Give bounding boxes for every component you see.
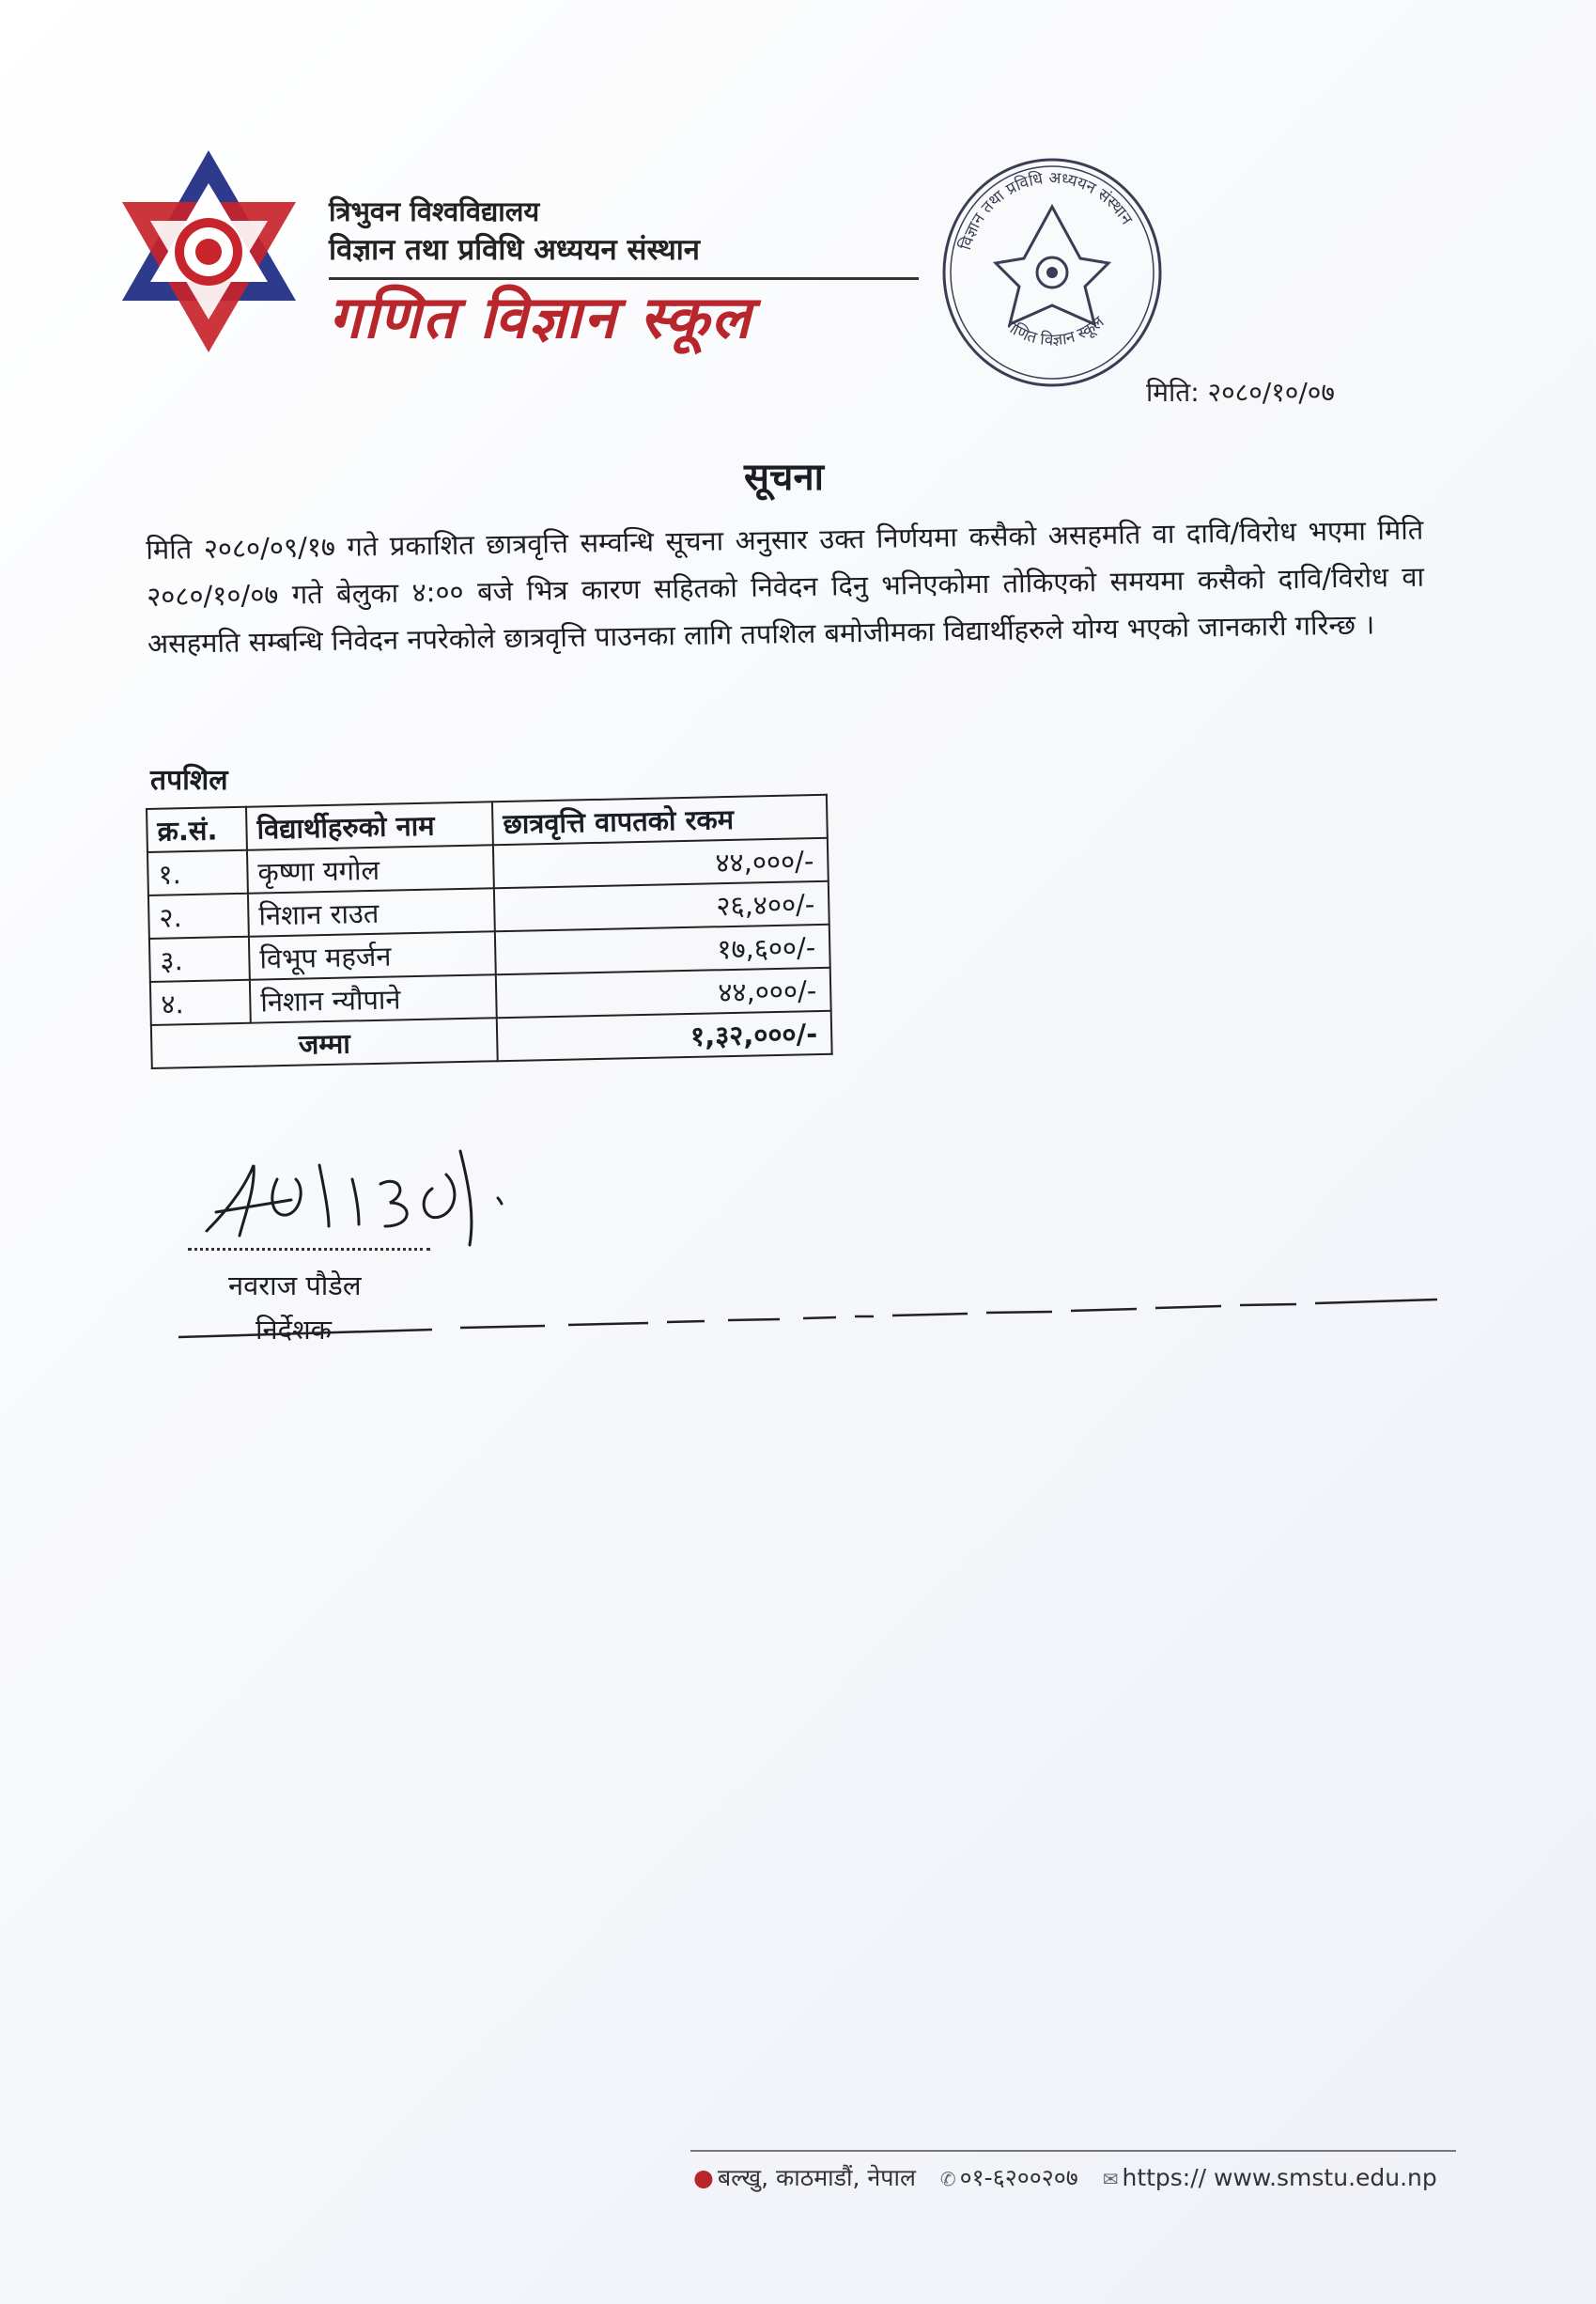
row-name: निशान राउत <box>248 888 495 936</box>
letterhead <box>329 193 919 355</box>
footer-rule <box>690 2150 1456 2152</box>
row-serial: ३. <box>149 937 250 982</box>
institute-name: विज्ञान तथा प्रविधि अध्ययन संस्थान <box>329 233 700 267</box>
svg-text:विज्ञान तथा प्रविधि अध्ययन संस <box>955 168 1136 252</box>
notice-date: मिति: २०८०/१०/०७ <box>1146 377 1335 408</box>
dashed-divider <box>178 1273 1447 1339</box>
location-pin-icon: ● <box>693 2164 714 2191</box>
row-name: कृष्णा यगोल <box>247 845 494 893</box>
signer-role: निर्देशक <box>256 1314 332 1346</box>
details-heading: तपशिल <box>150 764 228 797</box>
col-amount: छात्रवृत्ति वापतको रकम <box>492 795 828 845</box>
row-serial: ४. <box>150 980 251 1025</box>
footer-contact <box>693 2161 1437 2193</box>
official-seal-icon <box>939 155 1165 390</box>
col-serial: क्र.सं. <box>147 807 247 852</box>
footer-address: बल्खु, काठमाडौं, नेपाल <box>717 2164 916 2191</box>
notice-body: मिति २०८०/०९/१७ गते प्रकाशित छात्रवृत्ति सम्वन्धि सूचना अनुसार उक्त निर्णयमा कसैको असहमति वा दावि/विरोध भएमा मिति २०८०/१०/०७ गते बेलुका ४:०० बजे भित्र कारण सहितको निवेदन दिनु भनिएकोमा तोकिएको समयमा कसैको दावि/विरोध वा असहमति सम्बन्धि निवेदन नपरेकोले छात्रवृत्ति पाउनका लागि तपशिल बमोजीमका विद्यार्थीहरुले योग्य भएको जानकारी गरिन्छ । <box>146 513 1425 660</box>
handwritten-signature <box>188 1123 545 1264</box>
footer-phone: ०१-६२००२०७ <box>959 2164 1078 2191</box>
row-name: निशान न्यौपाने <box>250 974 497 1022</box>
row-serial: १. <box>147 850 248 895</box>
total-label: जम्मा <box>151 1018 498 1068</box>
school-name: गणित विज्ञान स्कूल <box>329 283 752 351</box>
tu-triangle-logo-icon <box>117 146 301 357</box>
row-amount: २६,४००/- <box>494 881 829 931</box>
notice-title: सूचना <box>744 456 824 499</box>
row-amount: १७,६००/- <box>495 925 830 974</box>
signature-line <box>188 1248 430 1251</box>
phone-icon: ✆ <box>939 2168 956 2190</box>
seal-top-text: विज्ञान तथा प्रविधि अध्ययन संस्थान <box>956 168 1137 253</box>
col-student-name: विद्यार्थीहरुको नाम <box>246 802 493 849</box>
svg-text:गणित विज्ञान स्कूल <box>1002 313 1108 350</box>
footer-website[interactable]: https:// www.smstu.edu.np <box>1122 2164 1437 2191</box>
scholarship-table <box>146 794 833 1069</box>
signer-name: नवराज पौडेल <box>228 1269 362 1301</box>
university-name: त्रिभुवन विश्वविद्यालय <box>329 195 540 227</box>
row-serial: २. <box>148 894 249 939</box>
total-amount: १,३२,०००/- <box>497 1011 832 1061</box>
seal-bottom-text: गणित विज्ञान स्कूल <box>1001 312 1108 350</box>
row-amount: ४४,०००/- <box>496 968 831 1018</box>
row-amount: ४४,०००/- <box>493 838 829 888</box>
mail-icon: ✉ <box>1102 2168 1119 2190</box>
row-name: विभूप महर्जन <box>249 931 496 979</box>
